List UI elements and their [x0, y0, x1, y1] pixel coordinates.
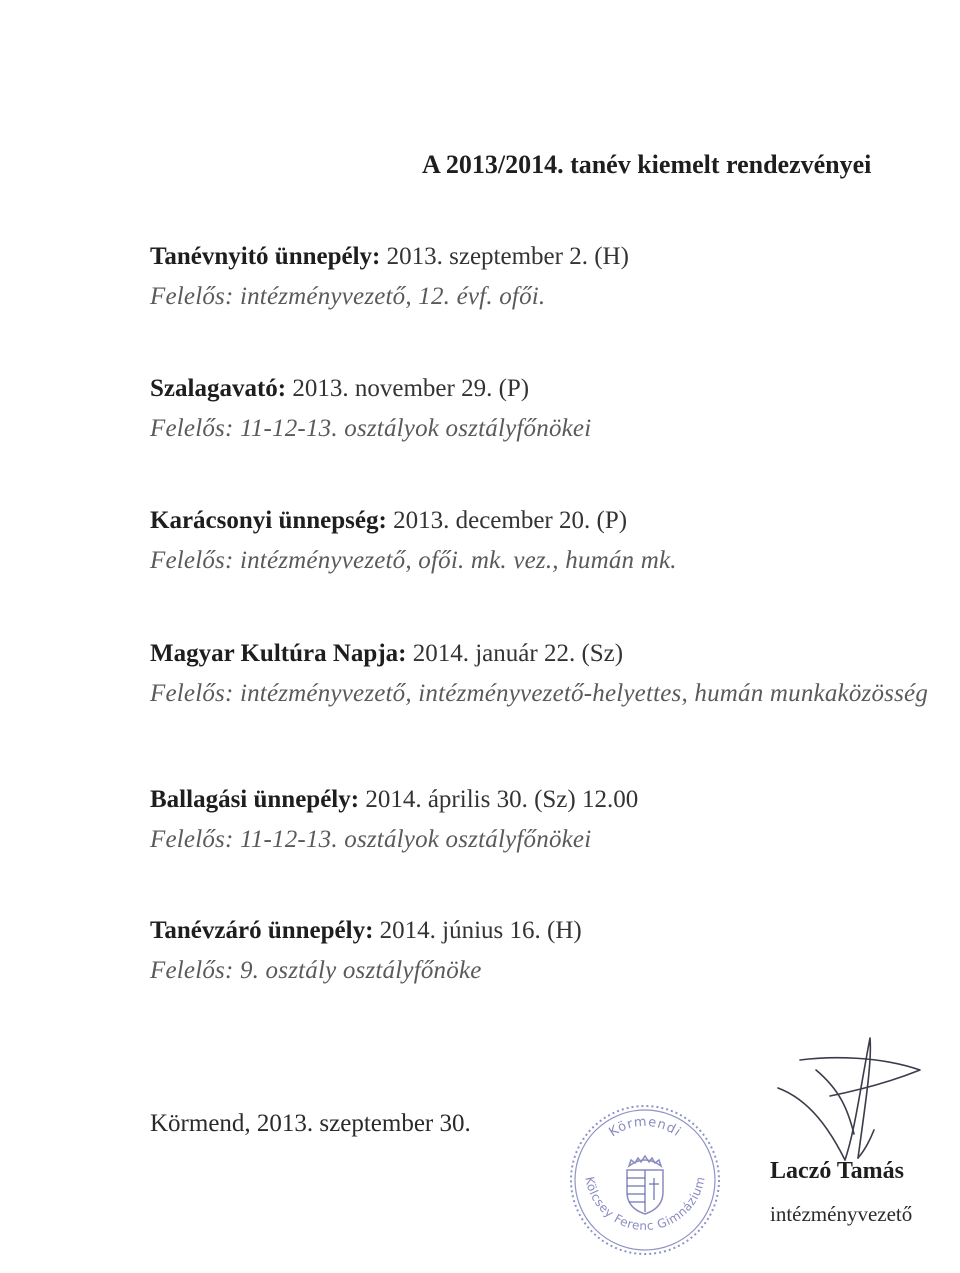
- event-name: Tanévnyitó ünnepély:: [150, 243, 381, 270]
- signer-name: Laczó Tamás: [770, 1158, 905, 1184]
- stamp-text-bottom: Kölcsey Ferenc Gimnázium: [582, 1175, 708, 1234]
- event-heading: [150, 243, 629, 271]
- event-responsible: Felelős: intézményvezető, intézményvezető-helyettes, humán munkaközösség: [150, 680, 929, 707]
- event-graduation: [150, 786, 638, 854]
- event-name: Tanévzáró ünnepély:: [150, 917, 374, 944]
- svg-text:Körmendi: [606, 1115, 683, 1140]
- event-opening-ceremony: [150, 243, 629, 311]
- event-heading: [150, 507, 677, 535]
- event-date: 2014. április 30. (Sz) 12.00: [359, 786, 639, 813]
- stamp-text-top: Körmendi: [606, 1114, 684, 1141]
- event-name: Ballagási ünnepély:: [150, 786, 360, 813]
- event-name: Szalagavató:: [150, 375, 287, 402]
- document-title: A 2013/2014. tanév kiemelt rendezvényei: [422, 150, 872, 179]
- event-christmas: [150, 507, 677, 575]
- event-heading: [150, 917, 582, 945]
- event-date: 2013. november 29. (P): [286, 375, 530, 402]
- hungarian-coat-of-arms-icon: [627, 1156, 663, 1214]
- event-heading: [150, 786, 638, 814]
- event-hungarian-culture-day: [150, 640, 928, 708]
- event-responsible: Felelős: intézményvezető, ofői. mk. vez., humán mk.: [150, 547, 677, 574]
- event-date: 2014. június 16. (H): [373, 917, 582, 944]
- event-name: Magyar Kultúra Napja:: [150, 640, 407, 667]
- official-stamp: [565, 1100, 725, 1260]
- event-responsible: Felelős: 11-12-13. osztályok osztályfőnökei: [150, 826, 592, 853]
- event-responsible: Felelős: 11-12-13. osztályok osztályfőnökei: [150, 415, 592, 442]
- place-and-date: Körmend, 2013. szeptember 30.: [150, 1110, 471, 1137]
- event-responsible: Felelős: intézményvezető, 12. évf. ofői.: [150, 283, 546, 310]
- event-date: 2014. január 22. (Sz): [406, 640, 624, 667]
- event-closing-ceremony: [150, 917, 582, 985]
- event-heading: [150, 375, 591, 403]
- handwritten-signature-icon: [770, 1030, 940, 1170]
- event-date: 2013. december 20. (P): [386, 507, 628, 534]
- event-heading: [150, 640, 928, 668]
- event-ribbon-ceremony: [150, 375, 591, 443]
- event-name: Karácsonyi ünnepség:: [150, 507, 387, 534]
- signer-role: intézményvezető: [770, 1202, 913, 1226]
- event-responsible: Felelős: 9. osztály osztályfőnöke: [150, 957, 482, 984]
- event-date: 2013. szeptember 2. (H): [380, 243, 629, 270]
